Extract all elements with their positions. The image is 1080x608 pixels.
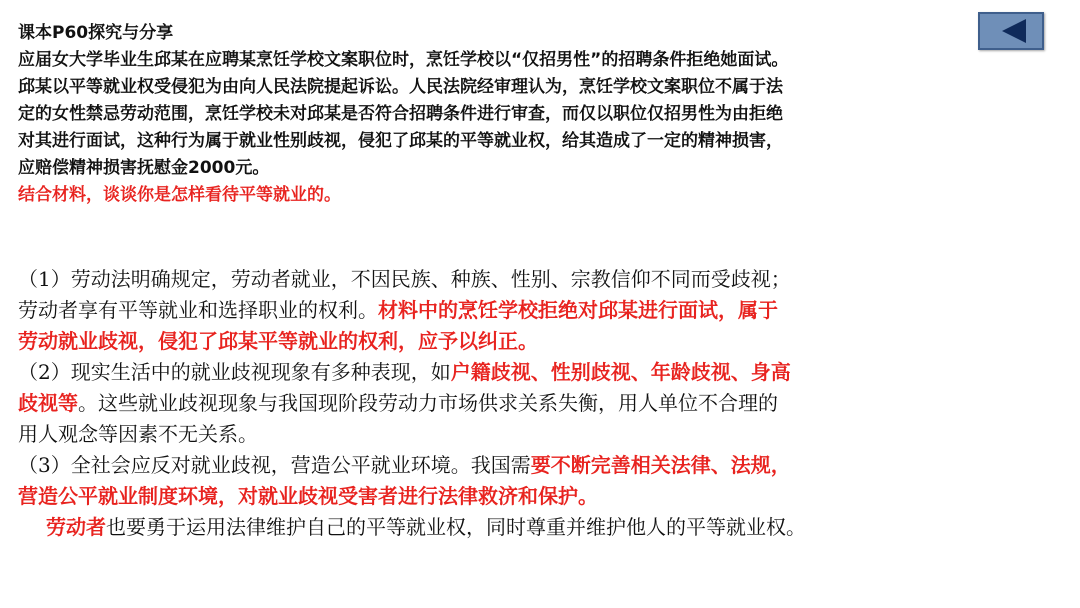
answer-line xyxy=(18,481,1078,512)
answer-line xyxy=(18,512,1078,543)
material-line: 应届女大学毕业生邱某在应聘某烹饪学校文案职位时，烹饪学校以“仅招男性”的招聘条件拒绝她面试。 xyxy=(18,50,789,70)
material-line: 对其进行面试，这种行为属于就业性别歧视，侵犯了邱某的平等就业权，给其造成了一定的精神损害， xyxy=(18,131,783,151)
answer-highlight: 户籍歧视、性别歧视、年龄歧视、身高 xyxy=(450,360,791,384)
question-prompt: 结合材料，谈谈你是怎样看待平等就业的。 xyxy=(18,185,341,205)
answer-text: 劳动者享有平等就业和选择职业的权利。 xyxy=(18,298,378,322)
answer-line xyxy=(18,388,1078,419)
material-title: 课本P60探究与分享 xyxy=(18,23,174,43)
material-line: 应赔偿精神损害抚慰金2000元。 xyxy=(18,158,270,178)
answer-line xyxy=(18,326,1078,357)
answer-line xyxy=(18,357,1078,388)
answer-highlight: 要不断完善相关法律、法规， xyxy=(530,453,791,477)
answer-text: 。这些就业歧视现象与我国现阶段劳动力市场供求关系失衡，用人单位不合理的 xyxy=(78,391,778,415)
answer-line xyxy=(18,450,1078,481)
answer-text: 用人观念等因素不无关系。 xyxy=(18,422,258,446)
answer-line xyxy=(18,264,1078,295)
answer-highlight: 歧视等 xyxy=(18,391,78,415)
answer-highlight: 劳动者 xyxy=(46,515,106,539)
material-block xyxy=(18,20,1078,209)
answer-highlight: 营造公平就业制度环境，对就业歧视受害者进行法律救济和保护。 xyxy=(18,484,598,508)
answer-block xyxy=(18,264,1078,543)
answer-highlight: 材料中的烹饪学校拒绝对邱某进行面试，属于 xyxy=(378,298,778,322)
material-line: 邱某以平等就业权受侵犯为由向人民法院提起诉讼。人民法院经审理认为，烹饪学校文案职位不属于法 xyxy=(18,77,783,97)
answer-line xyxy=(18,419,1078,450)
answer-highlight: 劳动就业歧视，侵犯了邱某平等就业的权利，应予以纠正。 xyxy=(18,329,538,353)
answer-text: （3）全社会应反对就业歧视，营造公平就业环境。我国需 xyxy=(18,453,531,477)
answer-text: （2）现实生活中的就业歧视现象有多种表现，如 xyxy=(18,360,451,384)
answer-line xyxy=(18,295,1078,326)
answer-text: （1）劳动法明确规定，劳动者就业，不因民族、种族、性别、宗教信仰不同而受歧视； xyxy=(18,267,791,291)
material-line: 定的女性禁忌劳动范围，烹饪学校未对邱某是否符合招聘条件进行审查，而仅以职位仅招男性为由拒绝 xyxy=(18,104,783,124)
answer-text: 也要勇于运用法律维护自己的平等就业权，同时尊重并维护他人的平等就业权。 xyxy=(106,515,806,539)
